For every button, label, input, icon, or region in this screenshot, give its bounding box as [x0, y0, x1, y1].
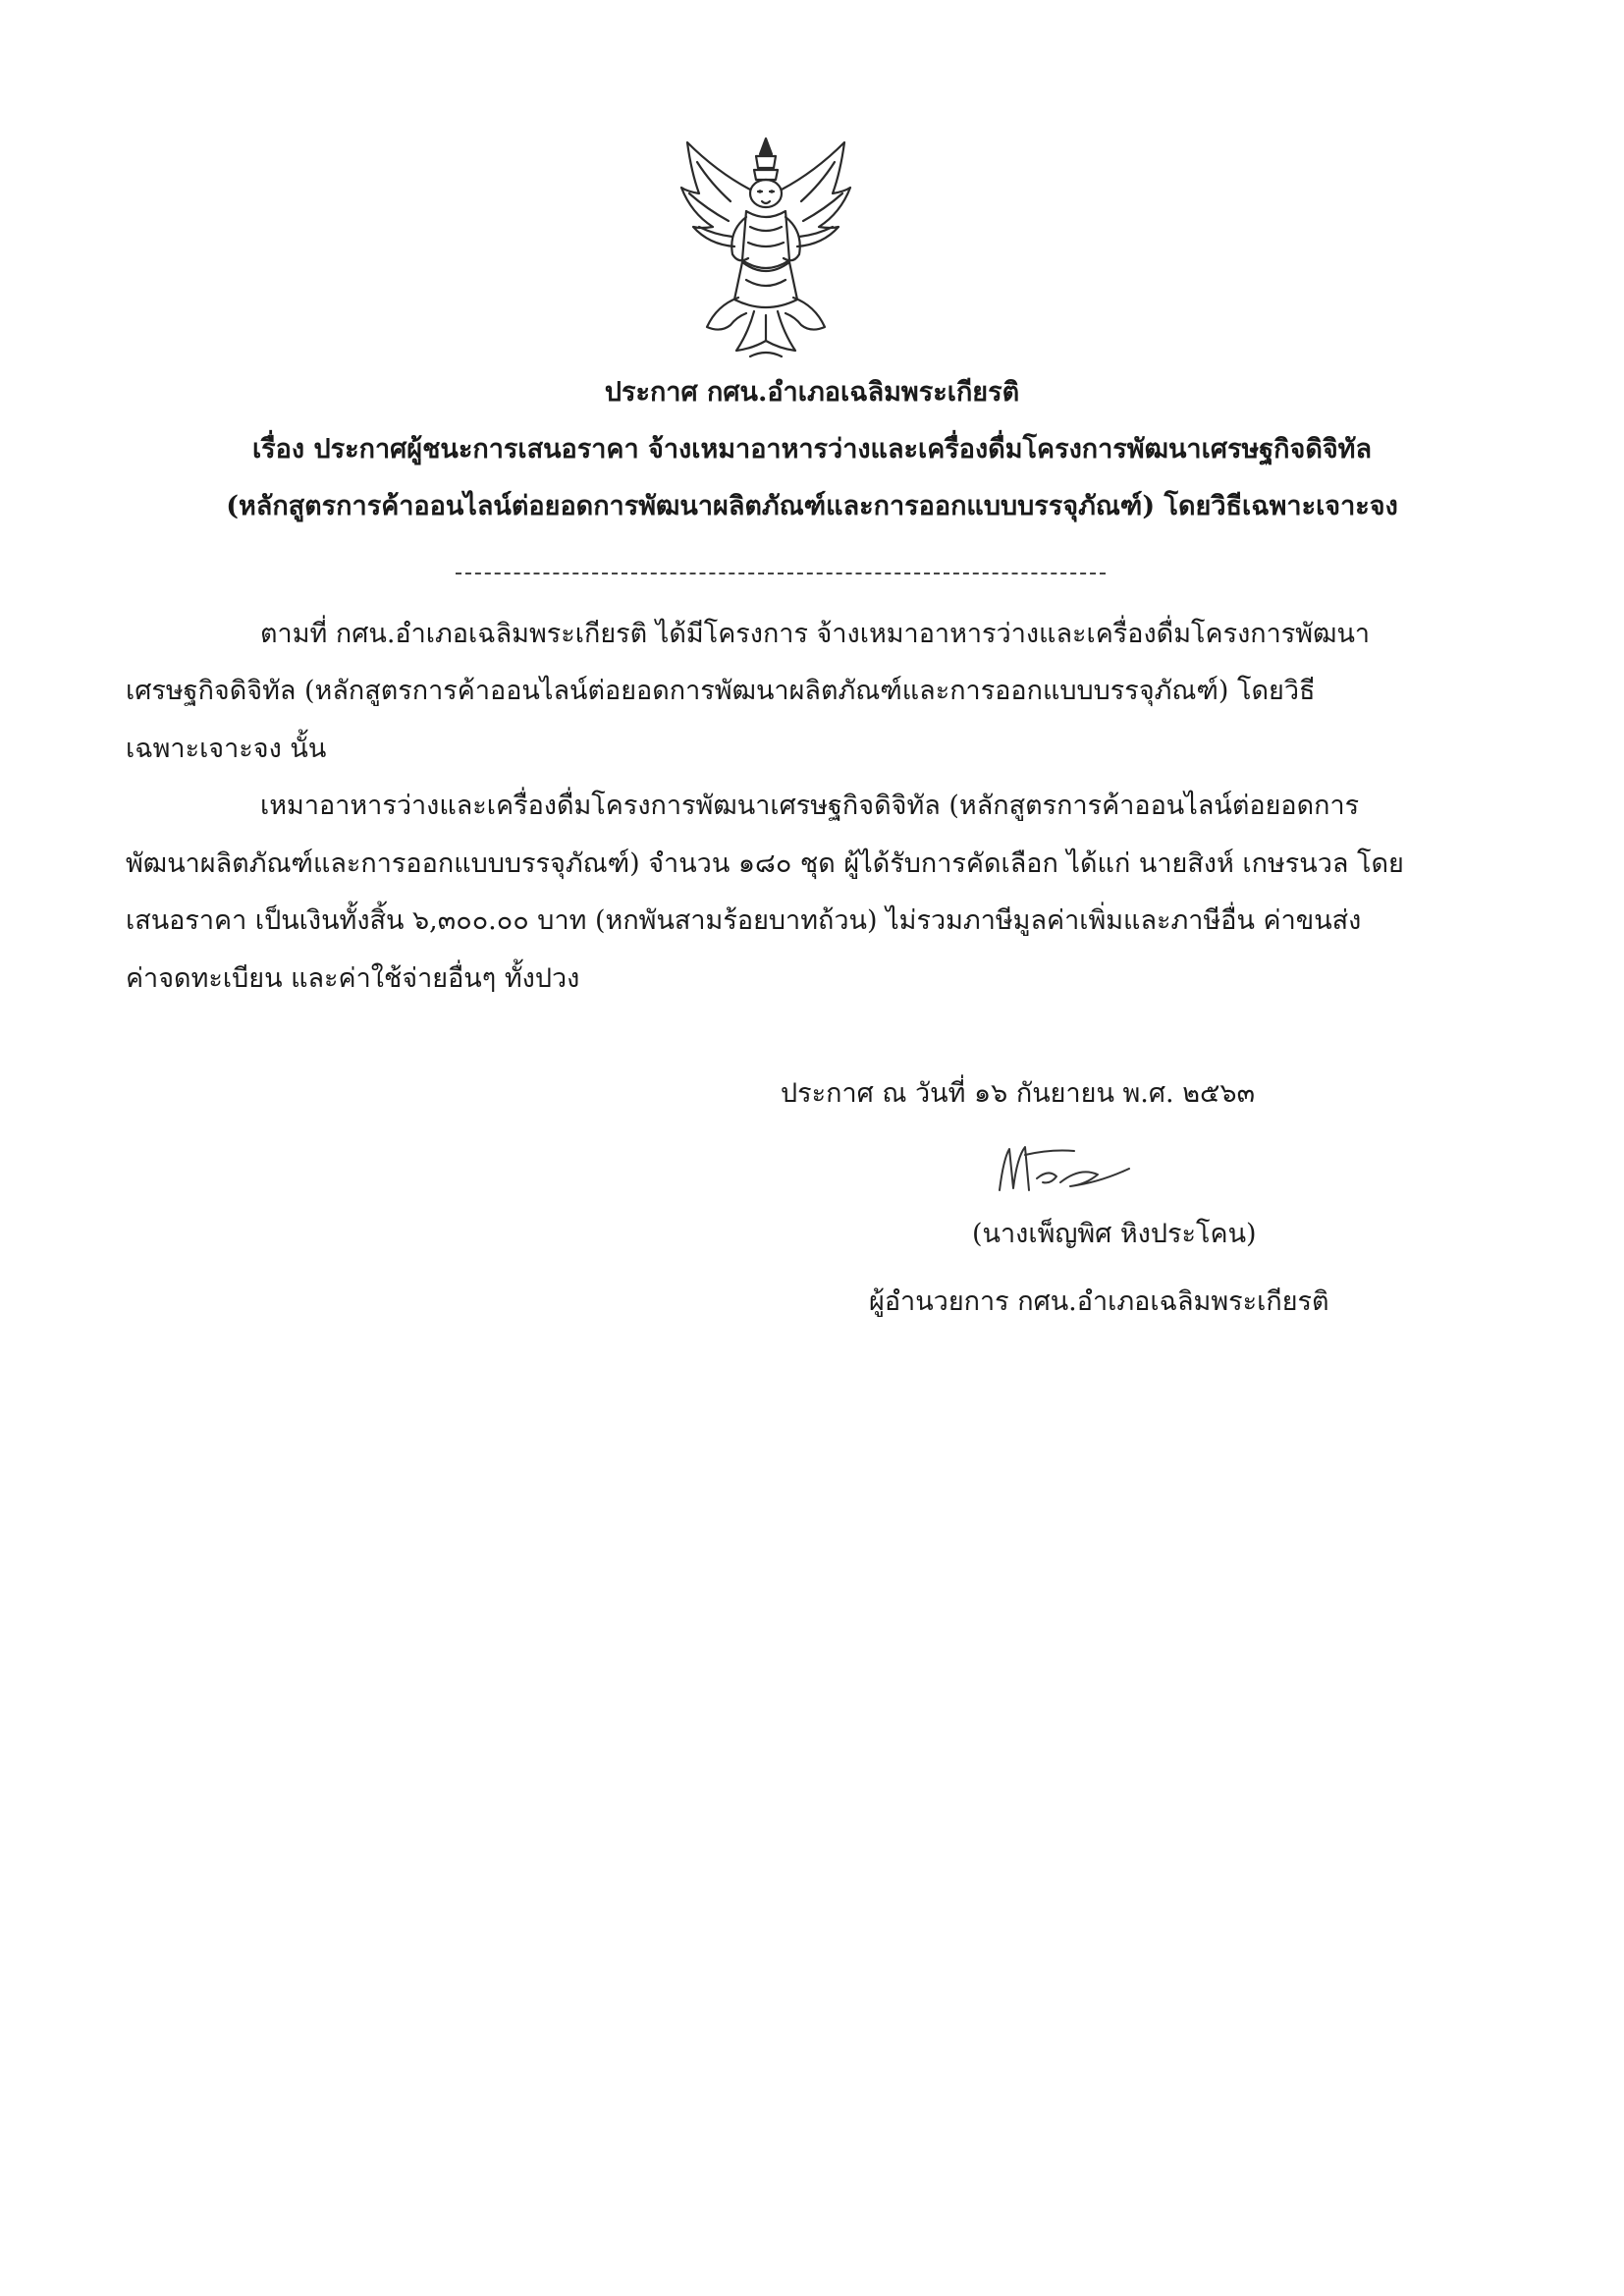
signer-position: ผู้อำนวยการ กศน.อำเภอเฉลิมพระเกียรติ	[869, 1286, 1329, 1317]
paragraph2-line: เหมาอาหารว่างและเครื่องดื่มโครงการพัฒนาเศรษฐกิจดิจิทัล (หลักสูตรการค้าออนไลน์ต่อยอดการ	[260, 791, 1360, 821]
paragraph1-line: เฉพาะเจาะจง นั้น	[126, 734, 327, 764]
paragraph2-line: ค่าจดทะเบียน และค่าใช้จ่ายอื่นๆ ทั้งปวง	[126, 963, 580, 994]
announcement-subject: เรื่อง ประกาศผู้ชนะการเสนอราคา จ้างเหมาอาหารว่างและเครื่องดื่มโครงการพัฒนาเศรษฐกิจดิจิทัล	[251, 434, 1373, 465]
paragraph2-line: เสนอราคา เป็นเงินทั้งสิ้น ๖,๓๐๐.๐๐ บาท (หกพันสามร้อยบาทถ้วน) ไม่รวมภาษีมูลค่าเพิ่มและภาษีอื่น ค่าขนส่ง	[126, 905, 1362, 936]
paragraph2-line: พัฒนาผลิตภัณฑ์และการออกแบบบรรจุภัณฑ์) จำนวน ๑๘๐ ชุด ผู้ได้รับการคัดเลือก ได้แก่ นายสิงห์ เกษรนวล โดย	[126, 848, 1404, 879]
announcement-title: ประกาศ กศน.อำเภอเฉลิมพระเกียรติ	[604, 377, 1020, 408]
announcement-date: ประกาศ ณ วันที่ ๑๖ กันยายน พ.ศ. ๒๕๖๓	[781, 1078, 1256, 1109]
paragraph1-line: ตามที่ กศน.อำเภอเฉลิมพระเกียรติ ได้มีโครงการ จ้างเหมาอาหารว่างและเครื่องดื่มโครงการพัฒนา	[260, 619, 1371, 649]
announcement-subject-continued: (หลักสูตรการค้าออนไลน์ต่อยอดการพัฒนาผลิตภัณฑ์และการออกแบบบรรจุภัณฑ์) โดยวิธีเฉพาะเจาะจง	[226, 491, 1398, 521]
signer-name: (นางเพ็ญพิศ หิงประโคน)	[972, 1219, 1257, 1249]
garuda-emblem-icon	[677, 133, 854, 363]
signature-image	[992, 1139, 1159, 1198]
dashed-divider	[456, 573, 1106, 574]
paragraph1-line: เศรษฐกิจดิจิทัล (หลักสูตรการค้าออนไลน์ต่อยอดการพัฒนาผลิตภัณฑ์และการออกแบบบรรจุภัณฑ์) โดยวิธี	[126, 676, 1316, 706]
